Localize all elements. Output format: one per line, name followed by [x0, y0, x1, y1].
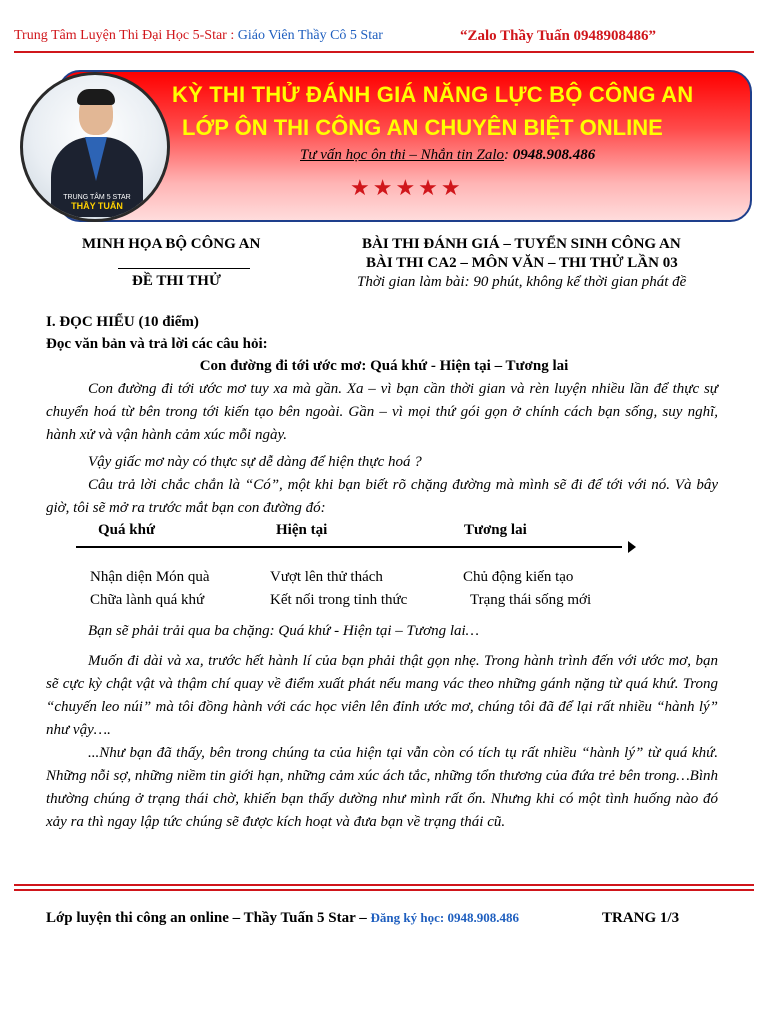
footer-divider-1	[14, 884, 754, 886]
paragraph-6-text: ...Như bạn đã thấy, bên trong chúng ta của hiện tại vẫn còn có tích tụ rất nhiều “hành lý” từ quá khứ. Những nỗi sợ, những niềm tin giới hạn, những cảm xúc ách tắc, những tổn thương của đứa trẻ bên trong…Bình thường chúng ở trạng thái chờ, khiến bạn thấy dường như mình rất ổn. Nhưng khi có một tình huống nào đó xảy ra thì ngay lập tức chúng sẽ được kích hoạt và đưa bạn về trạng thái cũ.	[46, 745, 718, 830]
paragraph-1-text: Con đường đi tới ước mơ tuy xa mà gần. Xa – vì bạn cần thời gian và rèn luyện nhiều lần để thực sự chuyển hoá từ bên trong tới kiến tạo bên ngoài. Gần – vì mọi thứ gói gọn ở chính cách bạn sống, suy nghĩ, hành xử và vận hành cảm xúc mỗi ngày.	[46, 381, 718, 443]
timeline-label-present: Hiện tại	[276, 522, 328, 538]
heading-left-rule	[118, 268, 250, 269]
avatar-hair	[77, 89, 115, 105]
paragraph-4	[46, 620, 718, 643]
consult-label: Tư vấn học ôn thi – Nhắn tin Zalo	[300, 147, 505, 163]
heading-left-2: ĐỀ THI THỬ	[132, 273, 221, 289]
top-header-center	[14, 28, 383, 44]
banner-title-1: KỲ THI THỬ ĐÁNH GIÁ NĂNG LỰC BỘ CÔNG AN	[172, 82, 694, 107]
top-divider	[14, 51, 754, 53]
footer-left: Lớp luyện thi công an online – Thầy Tuấn 5 Star –	[46, 910, 367, 926]
rating-stars: ★★★★★	[350, 176, 464, 201]
paragraph-2-text: Vậy giấc mơ này có thực sự dễ dàng để hiện thực hoá ?	[88, 454, 422, 470]
timeline-item: Nhận diện Món quà	[90, 569, 210, 585]
banner-title-2: LỚP ÔN THI CÔNG AN CHUYÊN BIỆT ONLINE	[182, 115, 663, 140]
avatar-tag	[61, 193, 133, 211]
consult-phone: 0948.908.486	[512, 147, 596, 163]
timeline-label-future: Tương lai	[464, 522, 527, 538]
avatar	[20, 72, 170, 222]
zalo-contact: “Zalo Thầy Tuấn 0948908486”	[460, 28, 657, 44]
paragraph-3-text: Câu trả lời chắc chắn là “Có”, một khi bạn biết rõ chặng đường mà mình sẽ đi để tới với nó. Và bây giờ, tôi sẽ mở ra trước mắt bạn con đường đó:	[46, 477, 718, 516]
page-number: TRANG 1/3	[602, 910, 680, 926]
consult-separator: :	[504, 147, 510, 163]
consult-line	[300, 147, 595, 164]
paragraph-1	[46, 378, 718, 447]
section-title: I. ĐỌC HIỂU (10 điểm)	[46, 314, 199, 330]
timeline-arrowhead	[628, 541, 636, 553]
paragraph-3	[46, 474, 718, 520]
paragraph-4-text: Bạn sẽ phải trải qua ba chặng: Quá khứ - Hiện tại – Tương lai…	[88, 623, 480, 639]
avatar-tag-top: TRUNG TÂM 5 STAR	[63, 194, 131, 201]
timeline-item: Chữa lành quá khứ	[90, 592, 205, 608]
heading-left-1: MINH HỌA BỘ CÔNG AN	[82, 236, 261, 252]
teachers-label: Giáo Viên Thầy Cô 5 Star	[237, 28, 383, 43]
section-instruction: Đọc văn bản và trả lời các câu hỏi:	[46, 336, 268, 352]
timeline-item: Vượt lên thử thách	[270, 569, 383, 585]
timeline-line	[76, 546, 622, 548]
passage-title: Con đường đi tới ước mơ: Quá khứ - Hiện tại – Tương lai	[199, 358, 569, 374]
paragraph-5	[46, 650, 718, 742]
header-separator: :	[230, 28, 235, 43]
center-name: Trung Tâm Luyện Thi Đại Học 5-Star	[14, 28, 227, 43]
timeline-item: Trạng thái sống mới	[470, 592, 592, 608]
heading-right-2: BÀI THI CA2 – MÔN VĂN – THI THỬ LẦN 03	[366, 255, 678, 271]
paragraph-2	[46, 451, 718, 474]
footer-divider-2	[14, 889, 754, 891]
timeline-item: Kết nối trong tỉnh thức	[270, 592, 408, 608]
timeline-label-past: Quá khứ	[98, 522, 155, 538]
heading-right-1: BÀI THI ĐÁNH GIÁ – TUYỂN SINH CÔNG AN	[362, 236, 681, 252]
footer-register: Đăng ký học: 0948.908.486	[370, 910, 519, 925]
paragraph-6	[46, 742, 718, 834]
timeline-item: Chủ động kiến tạo	[463, 569, 574, 585]
avatar-tag-name: THẦY TUẤN	[71, 201, 123, 211]
paragraph-5-text: Muốn đi dài và xa, trước hết hành lí của bạn phải thật gọn nhẹ. Trong hành trình đến với ước mơ, bạn sẽ cực kỳ chật vật và thậm chí quay về điểm xuất phát nếu mang vác theo những gánh nặng từ quá khứ. Trong “chuyến leo núi” mà tôi đồng hành với các học viên lên đỉnh ước mơ, chúng tôi đã để lại rất nhiều “hành lý” như vậy….	[46, 653, 718, 738]
top-header	[14, 28, 754, 50]
heading-right-3: Thời gian làm bài: 90 phút, không kể thời gian phát đề	[357, 274, 687, 290]
footer	[46, 910, 680, 927]
